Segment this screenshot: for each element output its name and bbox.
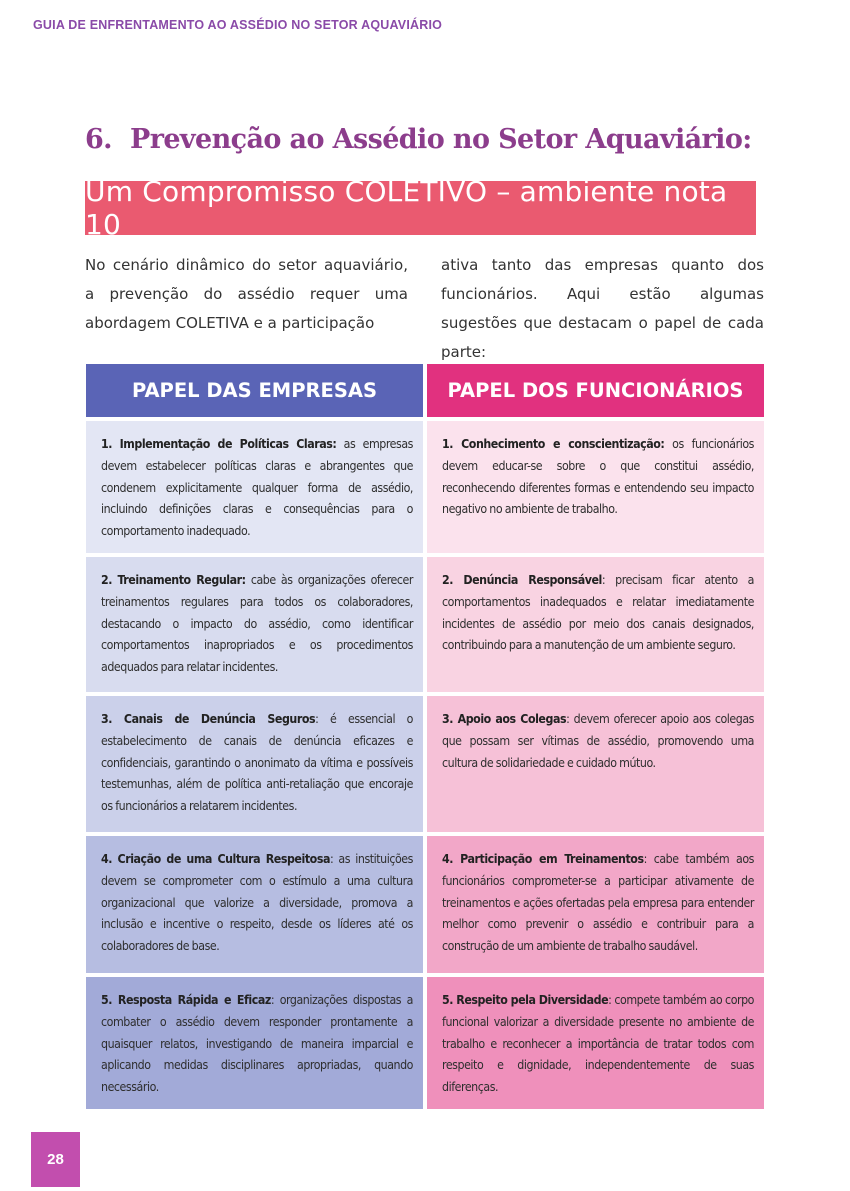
item-lead: 1. Implementação de Políticas Claras: — [101, 437, 337, 451]
item-text: : precisam ficar atento a comportamentos inadequados e relatar imediatamente incidentes de assédio por meio dos canais designados, contribuindo para a manutenção de um ambiente seguro. — [442, 572, 755, 653]
empresas-cell — [86, 557, 423, 692]
item-lead: 5. Respeito pela Diversidade — [442, 992, 609, 1007]
item-lead: 2. Treinamento Regular: — [101, 572, 246, 587]
funcionarios-cell — [427, 557, 764, 692]
table-row — [86, 421, 764, 553]
item-lead: 4. Participação em Treinamentos — [442, 851, 644, 866]
item-text: cabe às organizações oferecer treinamentos regulares para todos os colaboradores, destacando o impacto do assédio, como identificar comportamentos inapropriados e os procedimentos adequados para relatar incidentes. — [101, 572, 413, 675]
empresas-cell — [86, 836, 423, 973]
funcionarios-cell — [427, 421, 764, 553]
item-text: : organizações dispostas a combater o assédio devem responder prontamente a quaisquer relatos, investigando de maneira imparcial e aplicando medidas disciplinares apropriadas, quando necessário. — [101, 992, 413, 1095]
section-title — [85, 124, 752, 155]
roles-table — [82, 360, 768, 1113]
funcionarios-cell — [427, 696, 764, 832]
banner-text: Um Compromisso COLETIVO – ambiente nota 10 — [85, 175, 728, 241]
section-banner — [85, 175, 756, 241]
section-title-text: Prevenção ao Assédio no Setor Aquaviário: — [130, 124, 752, 155]
table-row — [86, 836, 764, 973]
item-text: os funcionários devem educar-se sobre o que constitui assédio, reconhecendo diferentes formas e entendendo seu impacto negativo no ambiente de trabalho. — [442, 437, 754, 517]
table-header-row — [86, 364, 764, 417]
item-lead: 2. Denúncia Responsável — [442, 572, 602, 587]
page-number-badge — [31, 1132, 80, 1187]
item-text: : devem oferecer apoio aos colegas que possam ser vítimas de assédio, promovendo uma cultura de solidariedade e cuidado mútuo. — [442, 711, 754, 770]
item-lead: 3. Apoio aos Colegas — [442, 711, 567, 726]
item-lead: 3. Canais de Denúncia Seguros — [101, 711, 316, 726]
empresas-cell — [86, 421, 423, 553]
table-row — [86, 696, 764, 832]
item-lead: 4. Criação de uma Cultura Respeitosa — [101, 851, 330, 866]
item-text: : compete também ao corpo funcional valorizar a diversidade presente no ambiente de trabalho e reconhecer a importância de tratar todos com respeito e dignidade, independentemente de suas diferenças. — [442, 992, 754, 1095]
intro-paragraph-left: No cenário dinâmico do setor aquaviário, a prevenção do assédio requer uma abordagem COLETIVA e a participação — [85, 256, 408, 332]
empresas-cell — [86, 977, 423, 1109]
item-lead: 5. Resposta Rápida e Eficaz — [101, 992, 271, 1007]
item-text: : cabe também aos funcionários comprometer-se a participar ativamente de treinamentos e ações ofertadas pela empresa para entender melhor como prevenir o assédio e contribuir para a construção de um ambiente de trabalho saudável. — [442, 851, 754, 954]
empresas-cell — [86, 696, 423, 832]
page-number: 28 — [47, 1151, 64, 1168]
funcionarios-cell — [427, 977, 764, 1109]
section-number: 6. — [85, 124, 112, 155]
item-text: : as instituições devem se comprometer com o estímulo a uma cultura organizacional que valorize a diversidade, promova a inclusão e incentive o respeito, desde os líderes até os colaboradores de base. — [101, 851, 413, 954]
intro-paragraph-right: ativa tanto das empresas quanto dos funcionários. Aqui estão algumas sugestões que destacam o papel de cada parte: — [441, 256, 764, 361]
item-text: as empresas devem estabelecer políticas claras e abrangentes que condenem explicitamente qualquer forma de assédio, incluindo definições claras e consequências para o comportamento inadequado. — [101, 437, 413, 539]
funcionarios-cell — [427, 836, 764, 973]
item-lead: 1. Conhecimento e conscientização: — [442, 437, 665, 451]
header-papel-funcionarios: PAPEL DOS FUNCIONÁRIOS — [427, 364, 764, 417]
running-header: GUIA DE ENFRENTAMENTO AO ASSÉDIO NO SETOR AQUAVIÁRIO — [33, 18, 443, 32]
table-row — [86, 977, 764, 1109]
header-papel-empresas: PAPEL DAS EMPRESAS — [86, 364, 423, 417]
table-row — [86, 557, 764, 692]
item-text: : é essencial o estabelecimento de canais de denúncia eficazes e confidenciais, garantindo o anonimato da vítima e possíveis testemunhas, além de política anti-retaliação que encoraje os funcionários a relatarem incidentes. — [101, 711, 413, 814]
